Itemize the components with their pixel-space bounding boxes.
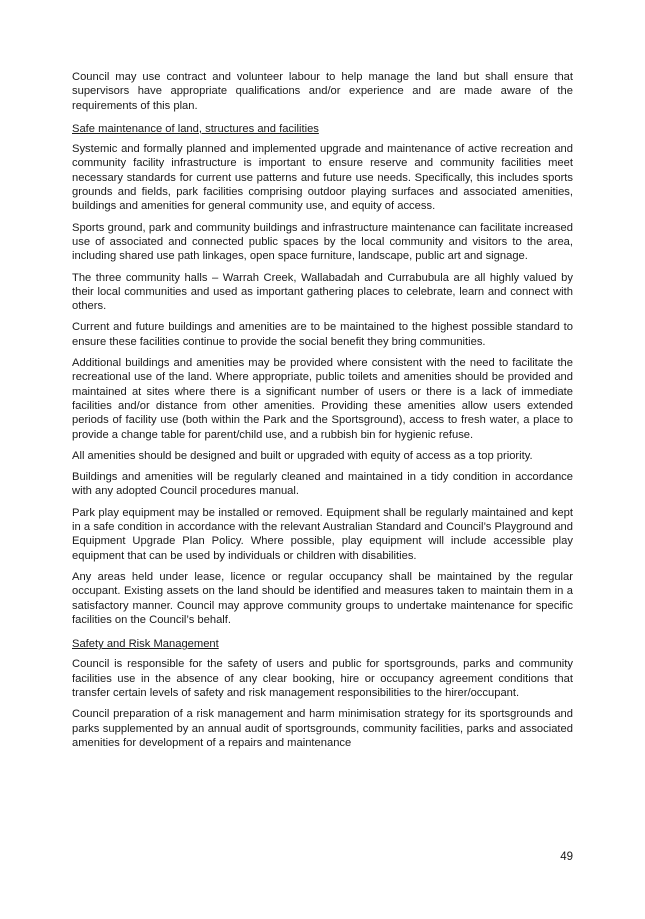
- body-paragraph: Systemic and formally planned and implemented upgrade and maintenance of active recreation and community facility infrastructure is important to ensure reserve and community facilities meet necessary standards for current use patterns and future use needs. Specifically, this includes sports grounds and fields, park facilities comprising outdoor playing surfaces and associated amenities, buildings and amenities for general community use, and equity of access.: [72, 143, 573, 213]
- body-paragraph: Any areas held under lease, licence or regular occupancy shall be maintained by the regular occupant. Existing assets on the land should be identified and measures taken to maintain them in a satisfactory manner. Council may approve community groups to undertake maintenance for specific facilities on the Council’s behalf.: [72, 570, 573, 626]
- page-number: 49: [560, 851, 573, 863]
- document-page: [72, 70, 573, 757]
- body-paragraph: Current and future buildings and amenities are to be maintained to the highest possible standard to ensure these facilities continue to provide the social benefit they bring communities.: [72, 321, 573, 348]
- intro-paragraph: Council may use contract and volunteer labour to help manage the land but shall ensure that supervisors have appropriate qualifications and/or experience and are made aware of the requirements of this plan.: [72, 71, 573, 112]
- body-paragraph: Council is responsible for the safety of users and public for sportsgrounds, parks and community facilities use in the absence of any clear booking, hire or occupancy agreement conditions that transfer certain levels of safety and risk management responsibilities to the hirer/occupant.: [72, 658, 573, 699]
- body-paragraph: Sports ground, park and community buildings and infrastructure maintenance can facilitate increased use of associated and connected public spaces by the local community and visitors to the area, including shared use path linkages, open space furniture, landscape, public art and signage.: [72, 221, 573, 263]
- section-heading-safe-maintenance: Safe maintenance of land, structures and facilities: [72, 122, 319, 135]
- body-paragraph: All amenities should be designed and built or upgraded with equity of access as a top priority.: [72, 449, 533, 462]
- body-paragraph: Additional buildings and amenities may be provided where consistent with the need to facilitate the recreational use of the land. Where appropriate, public toilets and amenities should be provided and maintained at sites where there is a significant number of users or there is a lack of immediate facilities and/or distance from other amenities. Providing these amenities allow users extended periods of facility use (both within the Park and the Sportsground), access to fresh water, a place to provide a change table for parent/child use, and a rubbish bin for hygienic refuse.: [72, 357, 573, 441]
- body-paragraph: The three community halls – Warrah Creek, Wallabadah and Currabubula are all highly valued by their local communities and used as important gathering places to celebrate, learn and connect with others.: [72, 271, 573, 313]
- body-paragraph: Council preparation of a risk management and harm minimisation strategy for its sportsgrounds and parks supplemented by an annual audit of sportsgrounds, community facilities, parks and associated amenities for development of a repairs and maintenance: [72, 708, 573, 749]
- body-paragraph: Buildings and amenities will be regularly cleaned and maintained in a tidy condition in accordance with any adopted Council procedures manual.: [72, 471, 573, 498]
- section-heading-safety-risk: Safety and Risk Management: [72, 638, 219, 651]
- body-paragraph: Park play equipment may be installed or removed. Equipment shall be regularly maintained and kept in a safe condition in accordance with the relevant Australian Standard and Council’s Playground and Equipment Upgrade Plan Policy. Where possible, play equipment will include accessible play equipment that can be used by individuals or children with disabilities.: [72, 506, 573, 562]
